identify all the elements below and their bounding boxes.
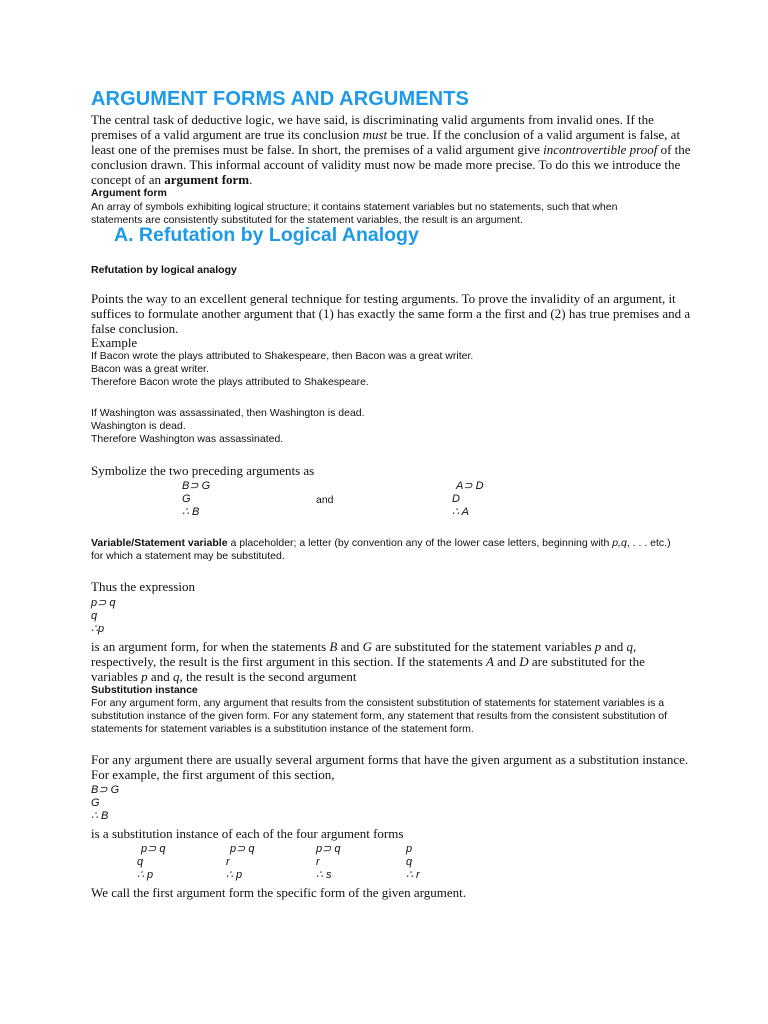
intro-text-2: be true. If the conclusion of a valid argument is false, at least one of the premises must be false. In short, the premises of a valid argument give	[91, 127, 681, 157]
symbol-line: r	[316, 856, 320, 868]
example-line: Washington is dead.	[91, 420, 186, 432]
example-line: If Bacon wrote the plays attributed to Shakespeare, then Bacon was a great writer.	[91, 350, 474, 362]
expression-text: and	[147, 669, 173, 684]
symbol-line: q	[91, 610, 98, 622]
first-argument-symbols	[91, 784, 119, 823]
argument-form-column-2	[226, 843, 255, 882]
intro-term: argument form	[164, 172, 250, 187]
refutation-paragraph: Points the way to an excellent general technique for testing arguments. To prove the invalidity of an argument, it suffices to formulate another argument that (1) has exactly the same form a the first and (2) has true premises and a false conclusion.	[91, 291, 691, 336]
variable-text-2: , . . . etc.) for which a statement may be substituted.	[91, 537, 671, 562]
symbol-line: A⊃ D	[456, 480, 484, 492]
expression-var: q	[626, 639, 634, 654]
expression-var: p	[594, 639, 602, 654]
symbol-line: ∴ p	[137, 869, 154, 881]
example-line: Therefore Bacon wrote the plays attributed to Shakespeare.	[91, 376, 369, 388]
symbol-line: ∴ p	[226, 869, 243, 881]
expression-text: are substituted for the variables	[91, 654, 645, 684]
argument-form-definition: An array of symbols exhibiting logical structure; it contains statement variables but no statements, such that when statements are consistently substituted for the statement variables, the result is an argument.	[91, 201, 618, 226]
expression-var: D	[519, 654, 529, 669]
symbol-line: q	[406, 856, 413, 868]
symbol-line: ∴ B	[91, 810, 109, 822]
symbol-line: ∴ r	[406, 869, 420, 881]
intro-text-1: The central task of deductive logic, we have said, is discriminating valid arguments from invalid ones. If the premises of a valid argument are true its conclusion	[91, 112, 654, 142]
intro-emphasis-must: must	[362, 127, 388, 142]
example-label: Example	[91, 335, 138, 350]
intro-paragraph	[91, 112, 691, 187]
symbol-line: G	[182, 493, 191, 505]
page-title: ARGUMENT FORMS AND ARGUMENTS	[91, 88, 469, 110]
expression-var: B	[329, 639, 338, 654]
symbol-line: p⊃ q	[230, 843, 255, 855]
symbol-line: G	[91, 797, 100, 809]
substitution-definition: For any argument form, any argument that results from the consistent substitution of statements for statement variables is a substitution instance of the given form. For any statement form, any statement that results from the consistent substitution of statements for statement variables is a substitution instance of the statement form.	[91, 697, 668, 735]
symbol-line: p⊃ q	[316, 843, 341, 855]
symbol-line: p⊃ q	[91, 597, 116, 609]
symbol-line: ∴ A	[452, 506, 469, 518]
symbol-line: D	[452, 493, 460, 505]
example-bacon	[91, 350, 473, 389]
symbol-line: ∴ B	[182, 506, 200, 518]
expression-form	[91, 597, 116, 636]
argument-form-column-3	[316, 843, 341, 882]
conclusion-text: We call the first argument form the specific form of the given argument.	[91, 885, 466, 900]
argument-form-heading: Argument form	[91, 187, 167, 199]
substitution-heading: Substitution instance	[91, 684, 198, 696]
intro-emphasis-proof: incontrovertible proof	[543, 142, 658, 157]
expression-text: are substituted for the statement variables	[372, 639, 595, 654]
expression-text: and	[337, 639, 363, 654]
intro-text-3: of the conclusion drawn. This informal account of validity must now be made more precise. To do this we introduce the concept of an	[91, 142, 691, 187]
symbolize-text: Symbolize the two preceding arguments as	[91, 463, 315, 478]
argument-form-column-1	[137, 843, 166, 882]
expression-text: , the result is the second argument	[179, 669, 357, 684]
expression-text: and	[493, 654, 520, 669]
variable-term: Variable/Statement variable	[91, 537, 228, 549]
symbol-line: ∴p	[91, 623, 105, 635]
symbol-line: q	[137, 856, 144, 868]
symbolic-form-right	[452, 480, 484, 519]
expression-var: G	[362, 639, 373, 654]
expression-var: q	[172, 669, 180, 684]
variable-definition	[91, 537, 671, 563]
symbol-line: r	[226, 856, 230, 868]
variable-letters: p,q	[612, 537, 627, 549]
argument-form-column-4	[406, 843, 420, 882]
expression-text: and	[601, 639, 627, 654]
example-line: Therefore Washington was assassinated.	[91, 433, 284, 445]
expression-text: , respectively, the result is the first argument in this section. If the statements	[91, 639, 637, 669]
intro-text-4: .	[249, 172, 253, 187]
and-label: and	[316, 494, 334, 506]
example-line: Bacon was a great writer.	[91, 363, 209, 375]
is-instance-text: is a substitution instance of each of the four argument forms	[91, 826, 404, 841]
symbolic-form-left	[182, 480, 210, 519]
example-line: If Washington was assassinated, then Washington is dead.	[91, 407, 365, 419]
forms-paragraph: For any argument there are usually several argument forms that have the given argument as a substitution instance. For example, the first argument of this section,	[91, 752, 689, 782]
section-a-heading: A. Refutation by Logical Analogy	[114, 224, 419, 246]
symbol-line: ∴ s	[316, 869, 332, 881]
symbol-line: B⊃ G	[182, 480, 211, 492]
symbol-line: p⊃ q	[141, 843, 166, 855]
variable-text-1: a placeholder; a letter (by convention any of the lower case letters, beginning with	[227, 537, 613, 549]
expression-text: is an argument form, for when the statements	[91, 639, 330, 654]
refutation-subheading: Refutation by logical analogy	[91, 264, 237, 276]
expression-explanation	[91, 639, 691, 684]
symbol-line: p	[406, 843, 413, 855]
expression-var: A	[485, 654, 494, 669]
expression-var: p	[141, 669, 148, 684]
example-washington	[91, 407, 365, 446]
symbol-line: B⊃ G	[91, 784, 120, 796]
expression-intro: Thus the expression	[91, 579, 195, 594]
